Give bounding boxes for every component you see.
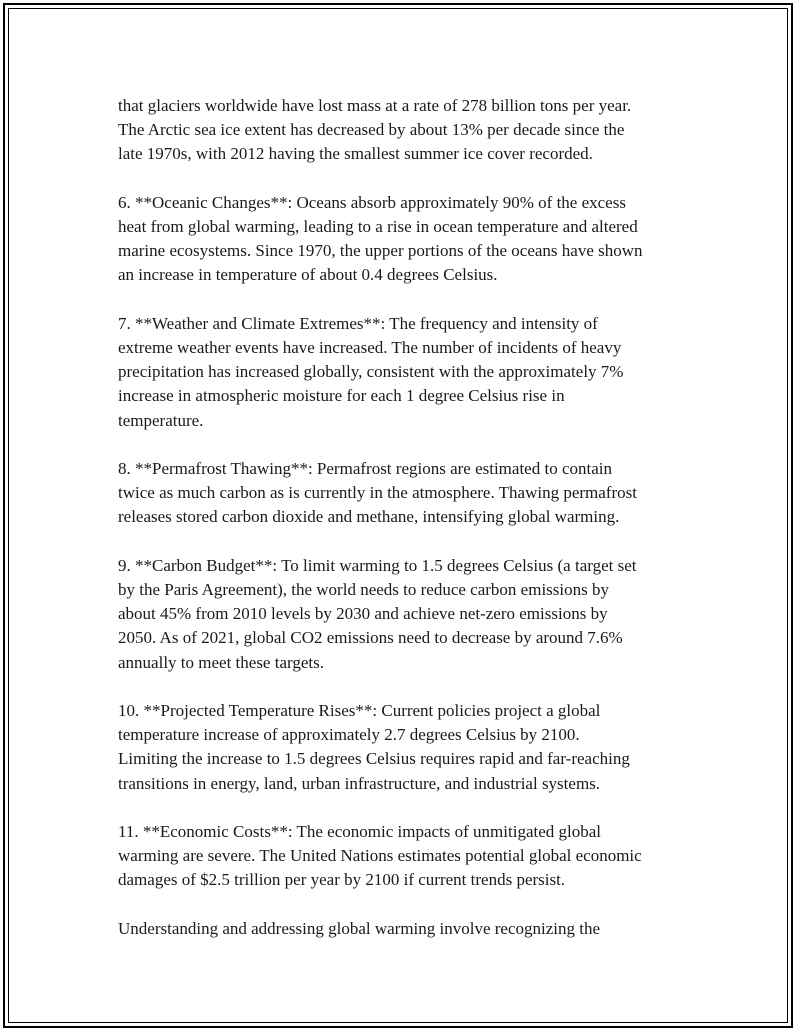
text-line: Limiting the increase to 1.5 degrees Celsius requires rapid and far-reaching — [118, 749, 630, 769]
text-line: 11. **Economic Costs**: The economic impacts of unmitigated global — [118, 822, 601, 841]
text-line: temperature increase of approximately 2.7 degrees Celsius by 2100. — [118, 725, 580, 745]
text-line: late 1970s, with 2012 having the smallest summer ice cover recorded. — [118, 144, 593, 164]
text-line: marine ecosystems. Since 1970, the upper portions of the oceans have shown — [118, 241, 643, 261]
paragraph-carbon-budget — [118, 554, 718, 675]
text-line: twice as much carbon as is currently in the atmosphere. Thawing permafrost — [118, 483, 637, 503]
text-line: extreme weather events have increased. The number of incidents of heavy — [118, 338, 622, 357]
text-line: Understanding and addressing global warming involve recognizing the — [118, 918, 601, 938]
text-line: annually to meet these targets. — [118, 652, 324, 672]
text-line: 8. **Permafrost Thawing**: Permafrost regions are estimated to contain — [118, 459, 612, 478]
text-line: that glaciers worldwide have lost mass at a rate of 278 billion tons per year. — [118, 96, 632, 115]
text-line: about 45% from 2010 levels by 2030 and achieve net-zero emissions by — [118, 604, 608, 624]
text-line: transitions in energy, land, urban infrastructure, and industrial systems. — [118, 773, 601, 793]
text-line: by the Paris Agreement), the world needs to reduce carbon emissions by — [118, 580, 609, 599]
paragraph-weather-extremes — [118, 312, 718, 433]
text-line: heat from global warming, leading to a rise in ocean temperature and altered — [118, 217, 638, 236]
paragraph-closing — [118, 917, 718, 941]
text-line: 6. **Oceanic Changes**: Oceans absorb approximately 90% of the excess — [118, 192, 626, 212]
paragraph-glacier-continuation — [118, 94, 718, 167]
paragraph-oceanic-changes — [118, 191, 718, 288]
text-line: 10. **Projected Temperature Rises**: Current policies project a global — [118, 701, 601, 720]
text-line: 7. **Weather and Climate Extremes**: The frequency and intensity of — [118, 313, 598, 333]
text-line: temperature. — [118, 410, 204, 430]
text-line: warming are severe. The United Nations estimates potential global economic — [118, 846, 642, 866]
text-line: releases stored carbon dioxide and methane, intensifying global warming. — [118, 507, 620, 527]
text-line: an increase in temperature of about 0.4 degrees Celsius. — [118, 265, 498, 285]
text-line: The Arctic sea ice extent has decreased by about 13% per decade since the — [118, 120, 625, 140]
paragraph-economic-costs — [118, 820, 718, 893]
paragraph-permafrost-thawing — [118, 457, 718, 530]
text-line: damages of $2.5 trillion per year by 2100 if current trends persist. — [118, 870, 566, 890]
document-body — [118, 94, 718, 941]
text-line: increase in atmospheric moisture for each 1 degree Celsius rise in — [118, 386, 565, 406]
text-line: 9. **Carbon Budget**: To limit warming to 1.5 degrees Celsius (a target set — [118, 555, 637, 575]
text-line: 2050. As of 2021, global CO2 emissions need to decrease by around 7.6% — [118, 628, 623, 648]
paragraph-projected-temperature-rises — [118, 699, 718, 796]
text-line: precipitation has increased globally, consistent with the approximately 7% — [118, 362, 624, 382]
